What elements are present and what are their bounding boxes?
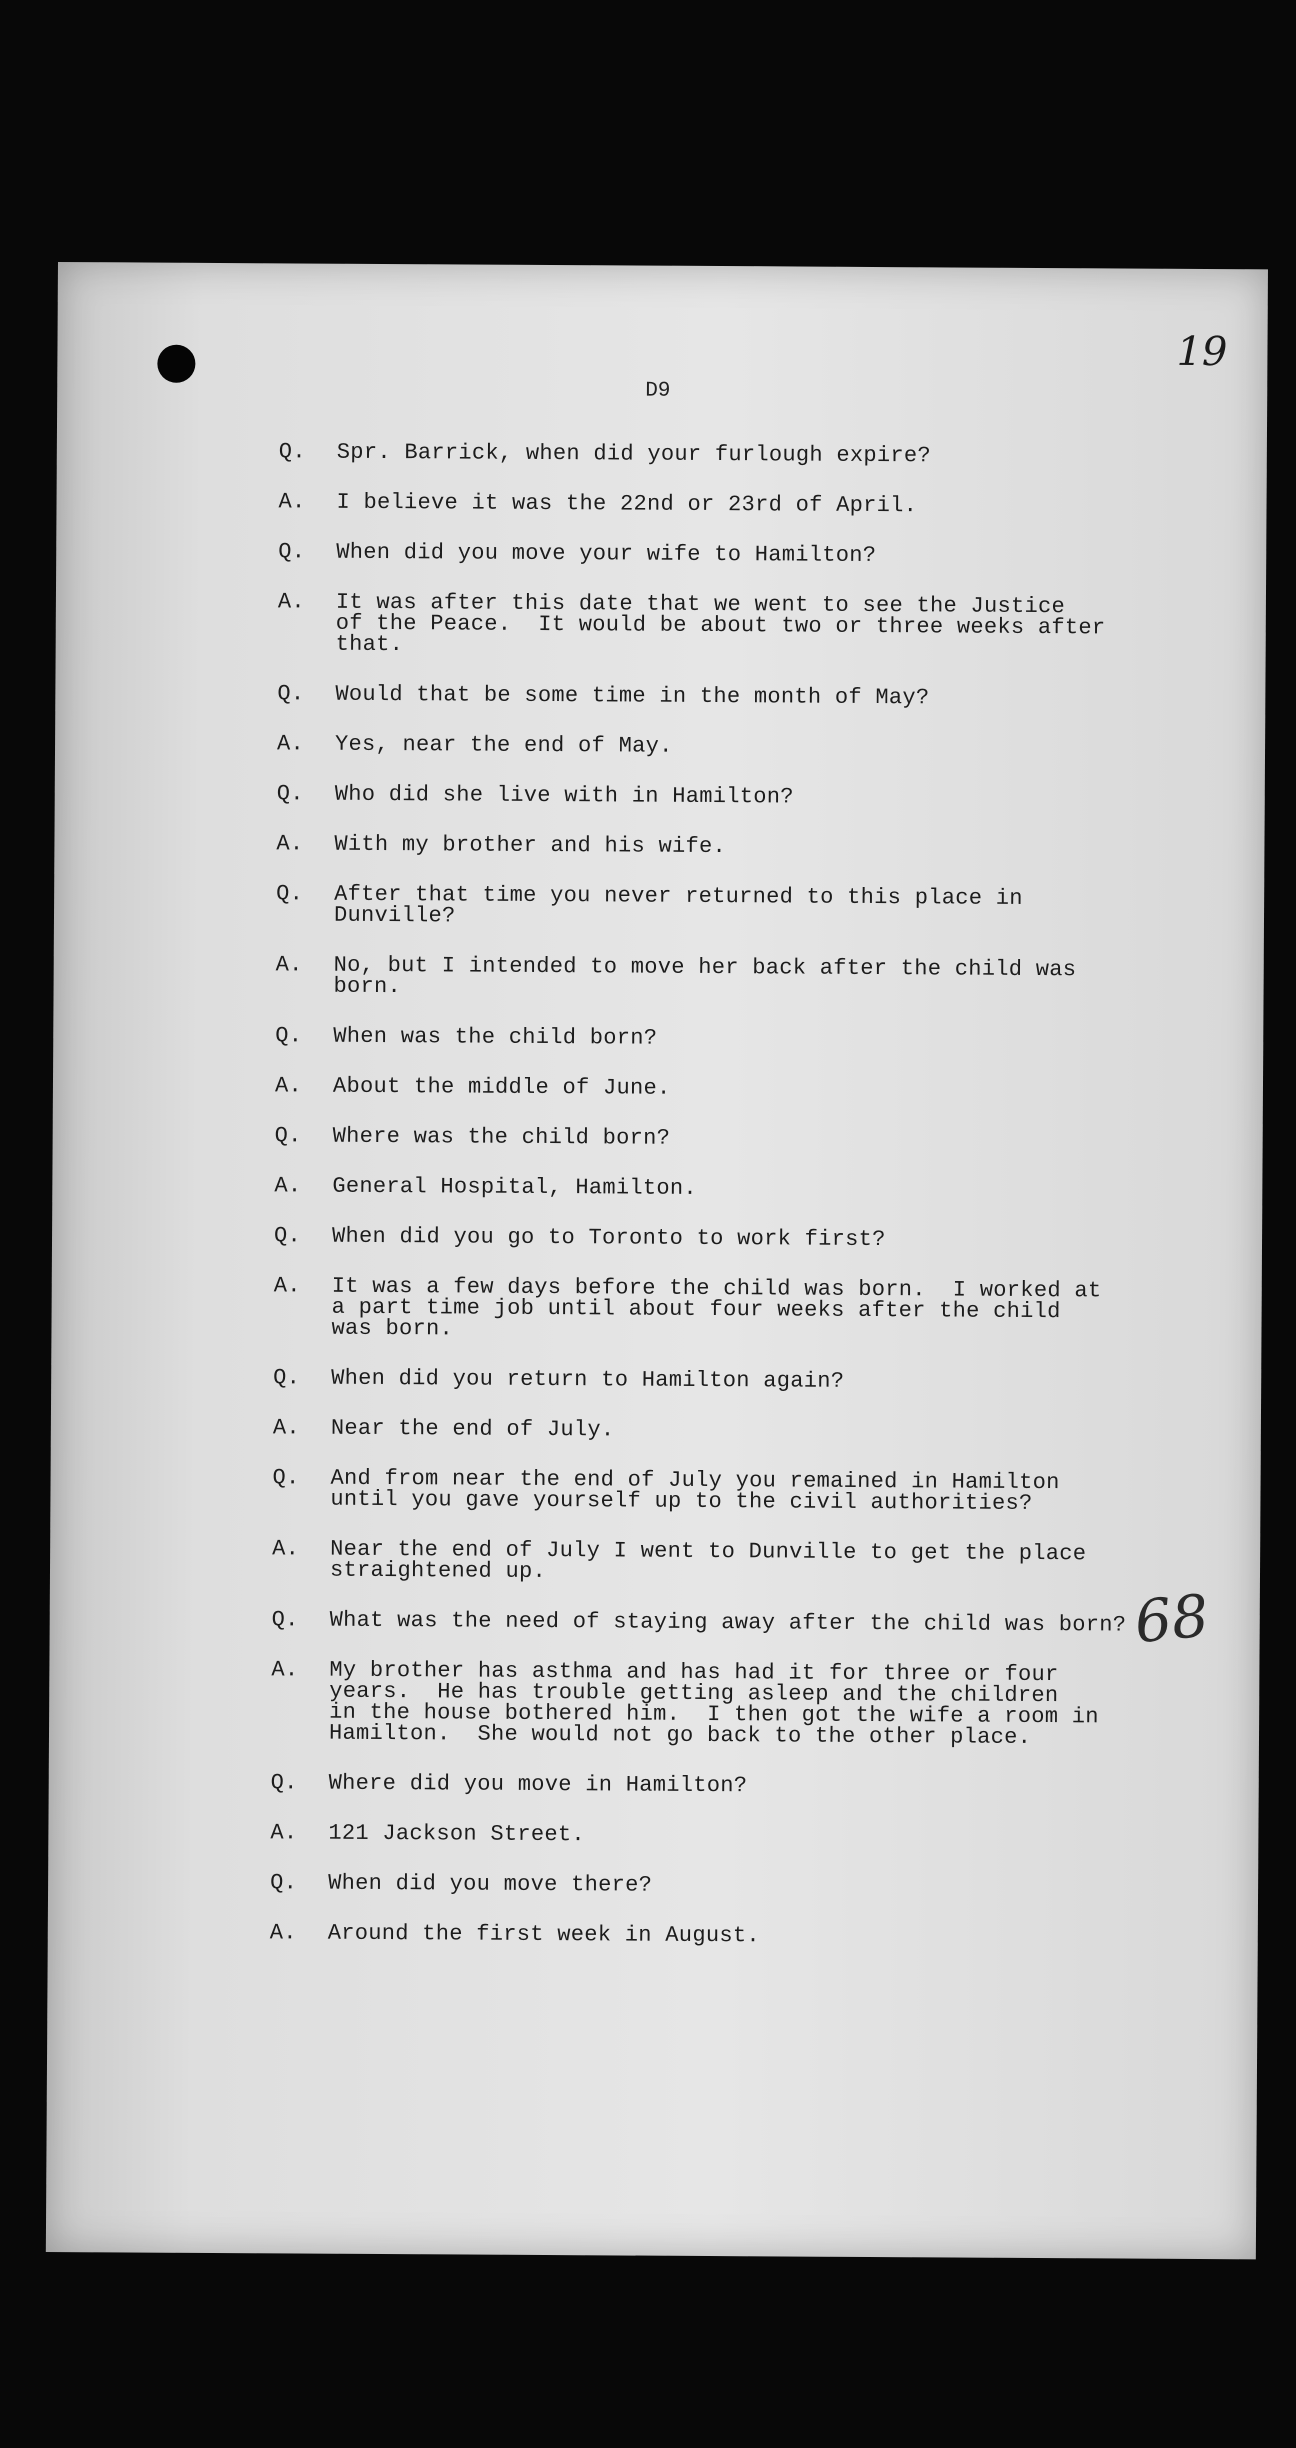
speaker-label: A. bbox=[272, 1415, 300, 1441]
entry-text: Where was the child born? bbox=[332, 1123, 671, 1151]
speaker-label: A. bbox=[277, 589, 306, 615]
entry-text: When was the child born? bbox=[333, 1023, 658, 1051]
speaker-label: A. bbox=[278, 489, 306, 515]
speaker-label: Q. bbox=[273, 1365, 301, 1391]
speaker-label: A. bbox=[274, 1173, 302, 1199]
entry-text: General Hospital, Hamilton. bbox=[332, 1173, 697, 1201]
entry-text: And from near the end of July you remained in Hamilton until you gave yourself up to the civil authorities? bbox=[330, 1465, 1060, 1516]
transcript-entry bbox=[278, 491, 1258, 518]
speaker-label: A. bbox=[276, 831, 304, 857]
entry-text: My brother has asthma and has had it for three or four years. He has trouble getting asleep and the children in the house bothered him. I then got the wife a room in Hamilton. She would not go back to the other place. bbox=[328, 1657, 1099, 1750]
speaker-label: Q. bbox=[278, 539, 306, 565]
handwritten-margin-note: 68 bbox=[1131, 1581, 1212, 1657]
paper-sheet bbox=[46, 262, 1268, 2259]
folio-number: 19 bbox=[1176, 328, 1228, 376]
transcript-entry bbox=[276, 883, 1256, 931]
transcript-entry bbox=[274, 1175, 1254, 1202]
transcript-entry bbox=[278, 591, 1258, 660]
transcript-entry bbox=[270, 1922, 1250, 1949]
entry-text: I believe it was the 22nd or 23rd of April. bbox=[336, 489, 918, 519]
speaker-label: Q. bbox=[276, 781, 304, 807]
speaker-label: Q. bbox=[270, 1870, 298, 1896]
transcript bbox=[270, 441, 1259, 1978]
entry-text: Around the first week in August. bbox=[327, 1920, 760, 1949]
transcript-entry bbox=[275, 1075, 1255, 1102]
speaker-label: A. bbox=[276, 731, 305, 757]
transcript-entry bbox=[277, 783, 1257, 810]
transcript-entry bbox=[275, 1125, 1255, 1152]
entry-text: After that time you never returned to this place in Dunville? bbox=[333, 881, 1023, 929]
entry-text: What was the need of staying away after the child was born? bbox=[329, 1607, 1127, 1638]
entry-text: When did you return to Hamilton again? bbox=[331, 1365, 845, 1394]
transcript-entry bbox=[276, 954, 1256, 1002]
speaker-label: Q. bbox=[277, 681, 305, 707]
transcript-entry bbox=[272, 1467, 1252, 1515]
entry-text: It was a few days before the child was born. I worked at a part time job until about four weeks after the child was born. bbox=[331, 1273, 1102, 1342]
transcript-entry bbox=[271, 1659, 1251, 1749]
speaker-label: Q. bbox=[278, 439, 306, 465]
page-code: D9 bbox=[645, 379, 671, 403]
speaker-label: Q. bbox=[274, 1123, 302, 1149]
transcript-entry bbox=[278, 541, 1258, 568]
entry-text: When did you move your wife to Hamilton? bbox=[336, 539, 877, 569]
entry-text: Near the end of July. bbox=[330, 1415, 615, 1443]
transcript-entry bbox=[270, 1822, 1250, 1849]
transcript-entry bbox=[271, 1772, 1251, 1799]
speaker-label: A. bbox=[272, 1536, 300, 1562]
entry-text: No, but I intended to move her back after the child was born. bbox=[333, 952, 1077, 1000]
transcript-entry bbox=[275, 1025, 1255, 1052]
speaker-label: A. bbox=[275, 952, 303, 978]
speaker-label: A. bbox=[273, 1273, 301, 1299]
transcript-entry bbox=[279, 441, 1259, 468]
transcript-entry bbox=[273, 1275, 1253, 1344]
entry-text: 121 Jackson Street. bbox=[328, 1820, 586, 1848]
transcript-entry bbox=[272, 1609, 1252, 1636]
entry-text: Would that be some time in the month of May? bbox=[335, 681, 930, 711]
transcript-entry bbox=[274, 1225, 1254, 1252]
speaker-label: Q. bbox=[276, 881, 304, 907]
entry-text: Spr. Barrick, when did your furlough expire? bbox=[336, 439, 932, 469]
speaker-label: Q. bbox=[273, 1223, 302, 1249]
transcript-entry bbox=[276, 833, 1256, 860]
speaker-label: A. bbox=[274, 1073, 303, 1099]
speaker-label: A. bbox=[270, 1820, 298, 1846]
transcript-entry bbox=[270, 1872, 1250, 1899]
entry-text: It was after this date that we went to see the Justice of the Peace. It would be about two or three weeks after that. bbox=[335, 589, 1106, 658]
speaker-label: Q. bbox=[275, 1023, 303, 1049]
speaker-label: A. bbox=[271, 1657, 299, 1683]
punch-hole bbox=[157, 345, 195, 383]
entry-text: Near the end of July I went to Dunville to get the place straightened up. bbox=[329, 1536, 1087, 1585]
entry-text: When did you move there? bbox=[328, 1870, 653, 1898]
speaker-label: Q. bbox=[270, 1770, 298, 1796]
entry-text: Yes, near the end of May. bbox=[334, 731, 673, 759]
transcript-entry bbox=[272, 1538, 1252, 1586]
entry-text: About the middle of June. bbox=[332, 1073, 671, 1101]
entry-text: Where did you move in Hamilton? bbox=[328, 1770, 748, 1799]
transcript-entry bbox=[277, 733, 1257, 760]
entry-text: When did you go to Toronto to work first? bbox=[331, 1223, 886, 1253]
transcript-entry bbox=[277, 683, 1257, 710]
speaker-label: A. bbox=[269, 1920, 297, 1946]
entry-text: Who did she live with in Hamilton? bbox=[334, 781, 794, 810]
transcript-entry bbox=[273, 1367, 1253, 1394]
transcript-entry bbox=[273, 1417, 1253, 1444]
speaker-label: Q. bbox=[272, 1465, 300, 1491]
speaker-label: Q. bbox=[271, 1607, 299, 1633]
entry-text: With my brother and his wife. bbox=[334, 831, 727, 860]
